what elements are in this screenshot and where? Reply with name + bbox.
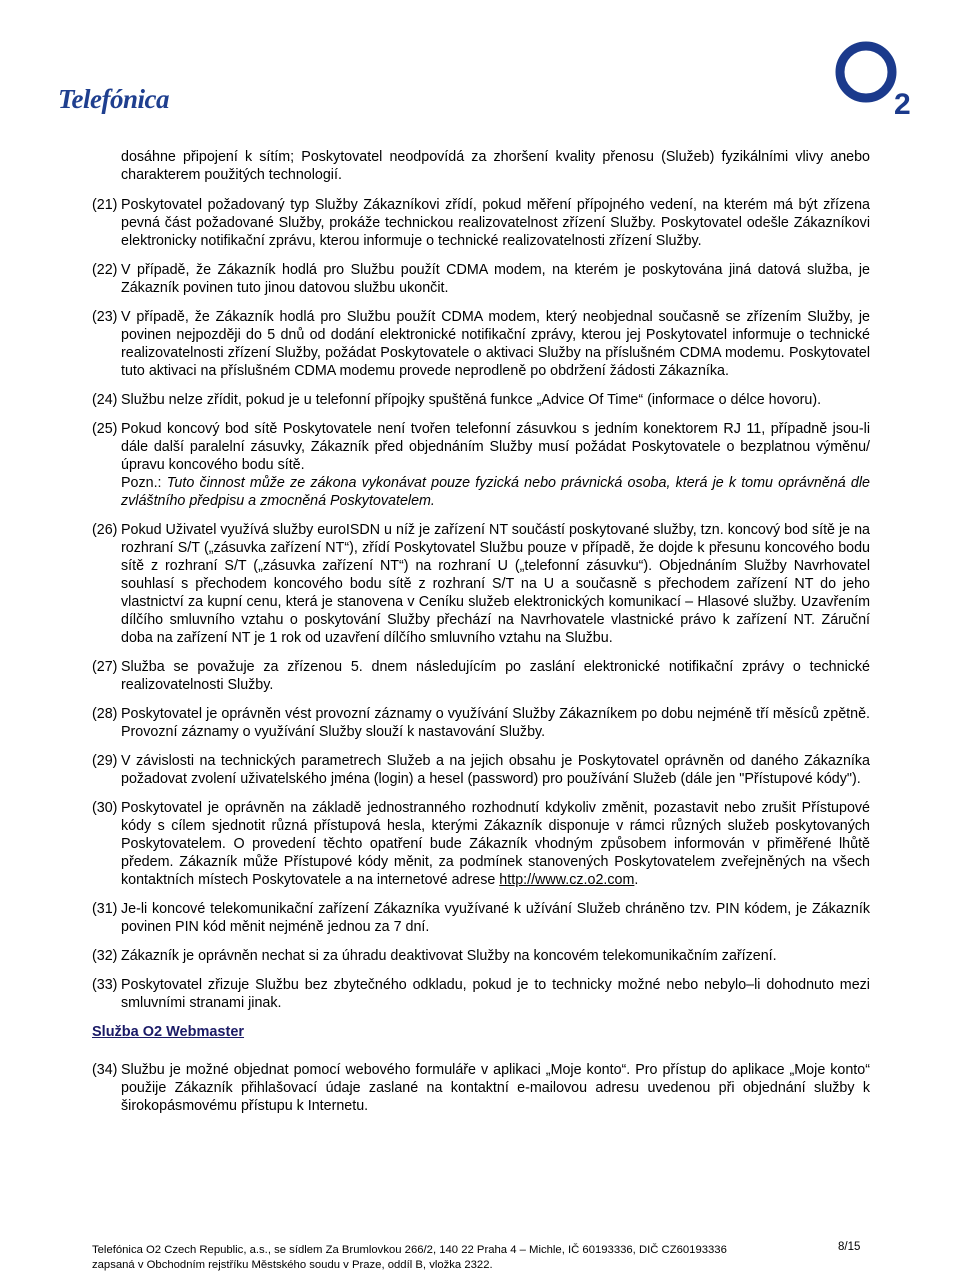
paragraph-text: Poskytovatel je oprávněn vést provozní záznamy o využívání Služby Zákazníkem po dobu nejméně tří měsíců zpětně. Provozní záznamy o využívání Služby slouží k nastavování Služby. bbox=[121, 706, 870, 740]
page-number: 8/15 bbox=[838, 1241, 861, 1253]
paragraph-text: Služba se považuje za zřízenou 5. dnem následujícím po zaslání elektronické notifikační zprávy o technické realizovatelnosti Služby. bbox=[121, 659, 870, 693]
paragraph-text-after-link: . bbox=[634, 872, 639, 888]
section-title: Služba O2 Webmaster bbox=[92, 1024, 245, 1040]
paragraph-body bbox=[121, 799, 870, 889]
paragraph-body bbox=[121, 261, 870, 297]
paragraph-30 bbox=[92, 799, 870, 889]
paragraph-27 bbox=[92, 658, 870, 694]
paragraph-29 bbox=[92, 752, 870, 788]
paragraph-body bbox=[121, 391, 870, 409]
paragraph-text: Poskytovatel je oprávněn na základě jednostranného rozhodnutí kdykoliv změnit, pozastavit nebo zrušit Přístupové kódy s cílem sjednotit různá přístupová hesla, kterými Zákazník disponuje v rámci různých služeb poskytovaných Poskytovatelem. O provedení těchto opatření bude Zákazník vhodným způsobem informován v přiměřené lhůtě předem. Zákazník může Přístupové kódy měnit, za podmínek stanovených Poskytovatelem zveřejněných na všech kontaktních místech Poskytovatele a na internetové adrese bbox=[121, 800, 870, 888]
paragraph-body bbox=[121, 196, 870, 250]
note-label: Pozn.: bbox=[121, 475, 167, 491]
paragraph-body bbox=[121, 658, 870, 694]
paragraph-number: (32) bbox=[92, 948, 118, 964]
note bbox=[121, 474, 870, 510]
paragraph-body bbox=[121, 705, 870, 741]
document-body bbox=[92, 148, 870, 1126]
paragraph-number: (29) bbox=[92, 753, 118, 769]
paragraph-body bbox=[121, 976, 870, 1012]
paragraph-body bbox=[121, 947, 870, 965]
svg-text:2: 2 bbox=[894, 88, 911, 118]
paragraph-text: Je-li koncové telekomunikační zařízení Zákazníka využívané k užívání Služeb chráněno tzv. PIN kódem, je Zákazník povinen PIN kód měnit nejméně jednou za 7 dní. bbox=[121, 901, 870, 935]
paragraph-number: (21) bbox=[92, 197, 118, 213]
paragraph-24 bbox=[92, 391, 870, 409]
intro-continuation: dosáhne připojení k sítím; Poskytovatel neodpovídá za zhoršení kvality přenosu (Služeb) fyzikálními vlivy anebo charakterem použitých technologií. bbox=[121, 149, 870, 183]
website-link[interactable]: http://www.cz.o2.com bbox=[499, 872, 635, 888]
footer-line-1: Telefónica O2 Czech Republic, a.s., se sídlem Za Brumlovkou 266/2, 140 22 Praha 4 – Michle, IČ 60193336, DIČ CZ60193336 bbox=[92, 1244, 727, 1256]
note-text: Tuto činnost může ze zákona vykonávat pouze fyzická nebo právnická osoba, která je k tomu oprávněná dle zvláštního předpisu a zmocněná Poskytovatelem. bbox=[121, 475, 870, 509]
paragraph-32 bbox=[92, 947, 870, 965]
paragraph-text: V závislosti na technických parametrech Služeb a na jejich obsahu je Poskytovatel oprávněn od daného Zákazníka požadovat zvolení uživatelského jména (login) a hesel (password) pro používání Služeb (dále jen "Přístupové kódy"). bbox=[121, 753, 870, 787]
paragraph-text: Pokud koncový bod sítě Poskytovatele není tvořen telefonní zásuvkou s jedním konektorem RJ 11, případně jsou-li dále další paralelní zásuvky, Zákazník před objednáním Služby musí požádat Poskytovatele o bezplatnou výměnu/úpravu koncového bodu sítě. bbox=[121, 421, 870, 473]
footer bbox=[92, 1243, 852, 1273]
paragraph-25 bbox=[92, 420, 870, 510]
paragraph-text: Poskytovatel požadovaný typ Služby Zákazníkovi zřídí, pokud měření přípojného vedení, na kterém má být zřízena pevná část požadované Služby, prokáže technickou realizovatelnost zřízení Služby. Poskytovatel odešle Zákazníkovi elektronicky notifikační zprávu, kterou informuje o technické realizovatelnosti zřízení Služby. bbox=[121, 197, 870, 249]
paragraph-text: Pokud Uživatel využívá služby euroISDN u níž je zařízení NT součástí poskytované služby, tzn. koncový bod sítě je na rozhraní S/T („zásuvka zařízení NT“), zřídí Poskytovatel Službu pouze v případě, že dojde k přesunu koncového bodu sítě z rozhraní S/T („zásuvka zařízení NT“) na rozhraní U („telefonní zásuvku“). Objednáním Služby Navrhovatel souhlasí s přechodem koncového bodu sítě z rozhraní S/T na U a současně s přechodem zařízení NT do jeho vlastnictví za kupní cenu, která je stanovena v Ceníku služeb elektronických komunikací – Hlasové služby. Uzavřením dílčího smluvního vztahu o poskytování Služby přechází na Navrhovatele vlastnické právo k zařízení NT. Záruční doba na zařízení NT je 1 rok od uzavření dílčího smluvního vztahu na Službu. bbox=[121, 522, 870, 646]
paragraph-text: Službu nelze zřídit, pokud je u telefonní přípojky spuštěná funkce „Advice Of Time“ (informace o délce hovoru). bbox=[121, 392, 822, 408]
paragraph-number: (30) bbox=[92, 800, 118, 816]
paragraph-number: (24) bbox=[92, 392, 118, 408]
footer-line-2: zapsaná v Obchodním rejstříku Městského soudu v Praze, oddíl B, vložka 2322. bbox=[92, 1259, 493, 1271]
paragraph-body bbox=[121, 752, 870, 788]
paragraph-number: (23) bbox=[92, 309, 118, 325]
paragraph-body bbox=[121, 420, 870, 510]
paragraph-31 bbox=[92, 900, 870, 936]
paragraph-text: Službu je možné objednat pomocí webového formuláře v aplikaci „Moje konto“. Pro přístup do aplikace „Moje konto“ použije Zákazník přihlašovací údaje zaslané na kontaktní e-mailovou adresu uvedenou při objednání služby k širokopásmovému přístupu k Internetu. bbox=[121, 1062, 870, 1114]
paragraph-body bbox=[121, 308, 870, 380]
paragraph-26 bbox=[92, 521, 870, 647]
paragraph-33 bbox=[92, 976, 870, 1012]
paragraph-22 bbox=[92, 261, 870, 297]
paragraph-34 bbox=[92, 1061, 870, 1115]
paragraph-21 bbox=[92, 196, 870, 250]
paragraph-body bbox=[121, 521, 870, 647]
paragraph-text: V případě, že Zákazník hodlá pro Službu použít CDMA modem, na kterém je poskytována jiná datová služba, je Zákazník povinen tuto jinou datovou službu ukončit. bbox=[121, 262, 870, 296]
paragraph-number: (22) bbox=[92, 262, 118, 278]
o2-logo bbox=[834, 34, 918, 118]
paragraph-number: (34) bbox=[92, 1062, 118, 1078]
paragraph-body bbox=[121, 900, 870, 936]
paragraph-number: (28) bbox=[92, 706, 118, 722]
paragraph-text: Zákazník je oprávněn nechat si za úhradu deaktivovat Služby na koncovém telekomunikačním zařízení. bbox=[121, 948, 777, 964]
paragraph-23 bbox=[92, 308, 870, 380]
paragraph-number: (26) bbox=[92, 522, 118, 538]
paragraph-text: Poskytovatel zřizuje Službu bez zbytečného odkladu, pokud je to technicky možné nebo nebylo–li dohodnuto mezi smluvními stranami jinak. bbox=[121, 977, 870, 1011]
paragraph-text: V případě, že Zákazník hodlá pro Službu použít CDMA modem, který neobjednal současně se zřízením Služby, je povinen nejpozději do 5 dnů od dodání elektronické notifikační zprávy, kterou jej Poskytovatel informuje o technické realizovatelnosti zřízení Služby, požádat Poskytovatele o aktivaci Služby na příslušném CDMA modemu. Poskytovatel tuto aktivaci na příslušném CDMA modemu provede neprodleně po obdržení žádosti Zákazníka. bbox=[121, 309, 870, 379]
paragraph-28 bbox=[92, 705, 870, 741]
numbered-paragraphs bbox=[92, 196, 870, 1012]
paragraph-number: (33) bbox=[92, 977, 118, 993]
paragraph-number: (27) bbox=[92, 659, 118, 675]
telefonica-logo: Telefónica bbox=[58, 84, 169, 114]
paragraph-number: (31) bbox=[92, 901, 118, 917]
paragraph-number: (25) bbox=[92, 421, 118, 437]
